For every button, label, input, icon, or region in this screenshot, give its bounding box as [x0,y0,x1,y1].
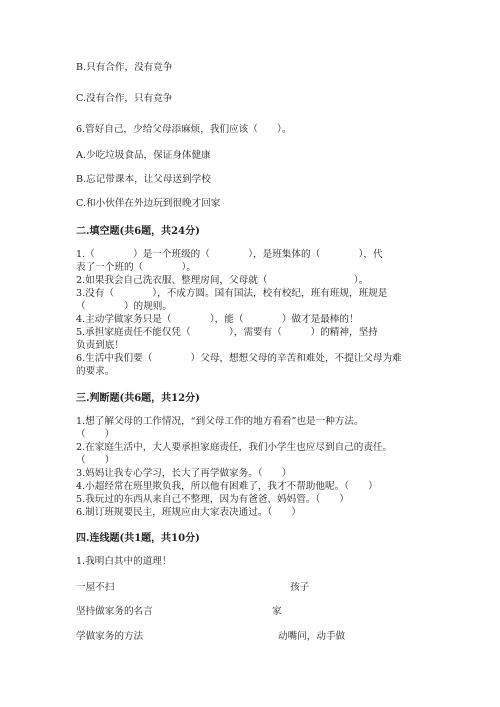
section3-line: 1.想了解父母的工作情况，“到父母工作的地方看看”也是一种方法。 [76,416,364,427]
match-right-item: 动嘴问，动手做 [278,631,346,642]
section2-line: 的要求。 [76,366,115,377]
section2-line: （ ）的规则。 [76,301,172,312]
match-right-item: 家 [272,606,282,617]
match-right-item: 孩子 [290,582,310,593]
section3-line: 2.在家庭生活中，大人要承担家庭责任，我们小学生也应尽到自己的责任。 [76,442,393,453]
section3-line: 4.小超经常在班里欺负我，所以他有困难了，我才不帮助他呢。（ ） [76,481,378,492]
match-left-item: 一屋不扫 [76,582,115,593]
section4-heading: 四.连线题(共1题，共10分) [76,533,200,544]
q5-option-b: B.只有合作，没有竞争 [76,62,173,73]
section3-line: 5.我玩过的东西从来自己不整理，因为有爸爸、妈妈管。（ ） [76,494,349,505]
section4-intro: 1.我明白其中的道理！ [76,556,172,567]
section2-line: 6.生活中我们要（ ）父母，想想父母的辛苦和难处，不提让父母为难 [76,353,402,364]
section2-line: 表了一个班的（ ）。 [76,262,196,273]
section2-line: 1.（ ）是一个班级的（ ），是班集体的（ ），代 [76,249,383,260]
q6-option-c: C.和小伙伴在外边玩到很晚才回家 [76,198,221,209]
match-left-item: 学做家务的方法 [76,631,144,642]
section2-line: 5.承担家庭责任不能仅凭（ ），需要有（ ）的精神，坚持 [76,327,378,338]
section2-line: 3.没有（ ），不成方圆。国有国法，校有校纪，班有班规，班规是 [76,288,388,299]
q6-option-b: B.忘记带课本，让父母送到学校 [76,174,211,185]
section3-line: （ ） [76,429,115,440]
q6-stem: 6.管好自己，少给父母添麻烦，我们应该（ ）。 [76,124,292,135]
q6-option-a: A.少吃垃圾食品，保证身体健康 [76,150,211,161]
section3-heading: 三.判断题(共6题，共12分) [76,393,200,404]
q5-option-c: C.没有合作，只有竞争 [76,93,173,104]
section2-line: 2.如果我会自己洗衣服、整理房间，父母就（ ）。 [76,275,369,286]
section2-line: 4.主动学做家务只是（ ），能（ ）做才是最棒的！ [76,314,359,325]
section3-line: 6.制订班规要民主，班规应由大家表决通过。（ ） [76,507,302,518]
match-left-item: 坚持做家务的名言 [76,606,153,617]
section3-line: （ ） [76,455,115,466]
section2-heading: 二.填空题(共6题，共24分) [76,226,200,237]
section2-line: 负责到底！ [76,340,124,351]
section3-line: 3.妈妈让我专心学习，长大了再学做家务。（ ） [76,468,292,479]
